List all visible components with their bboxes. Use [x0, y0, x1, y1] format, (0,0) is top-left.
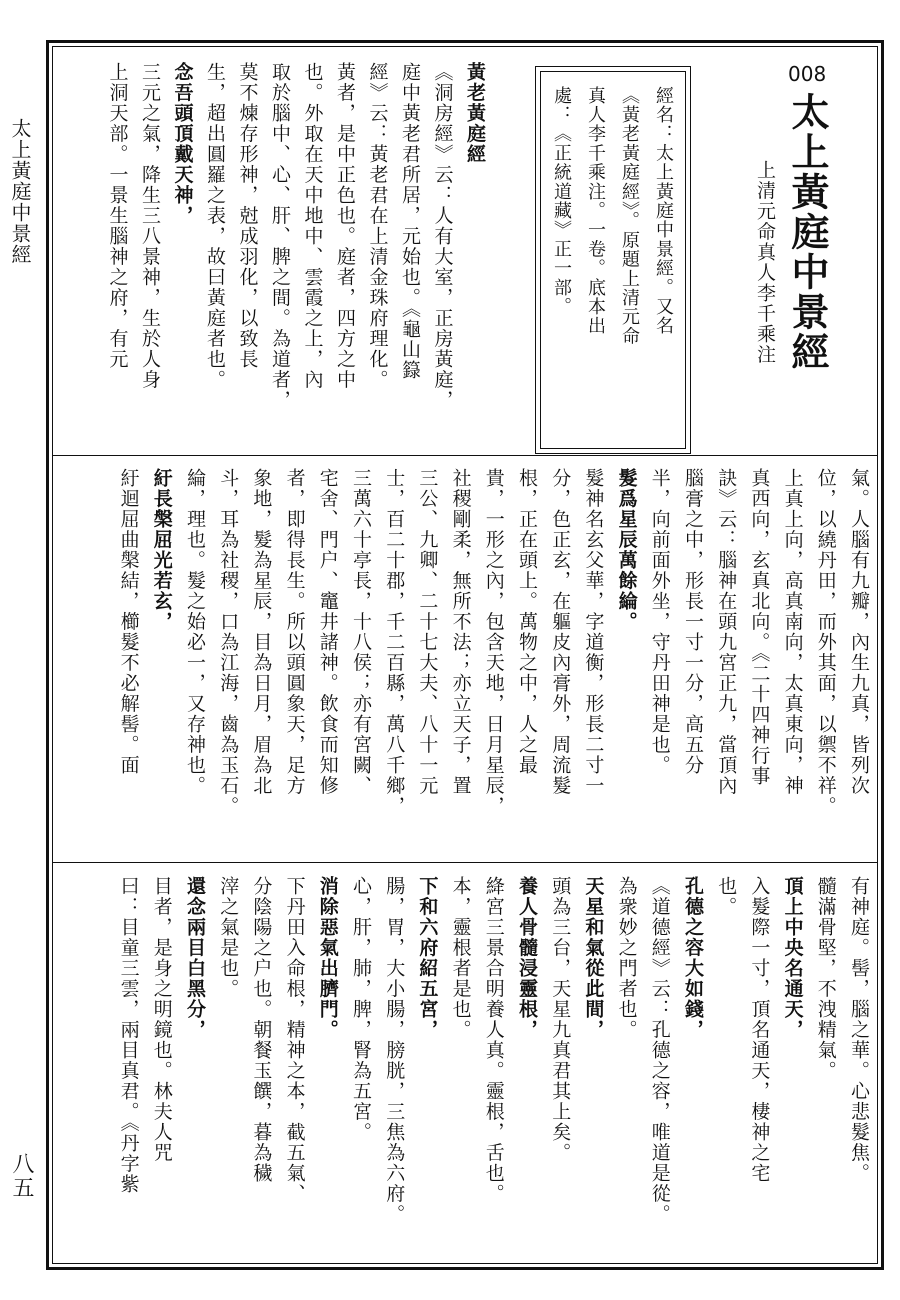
commentary-line: 根，正在頭上。萬物之中，人之最	[516, 468, 538, 776]
commentary-line: 經》云：黃老君在上清金珠府理化。	[366, 62, 389, 390]
commentary-line: 士，百二十郡，千二百縣，萬八千鄉，	[383, 468, 406, 817]
verse-line: 髮爲星辰萬餘綸。	[615, 468, 638, 632]
commentary-line: 綸，理也。髮之始必一，又存神也。	[184, 468, 206, 796]
commentary-line: 腦膏之中，形長一寸一分，高五分	[682, 468, 704, 776]
commentary-line: 取於腦中、心、肝、脾之間。為道者，	[269, 62, 291, 411]
commentary-line: 庭中黃老君所居，元始也。《龜山籙	[399, 62, 421, 381]
commentary-line: 真西向，玄真北向。《二十四神行事	[748, 468, 771, 787]
commentary-line: 貴，一形之內，包含天地，日月星辰，	[482, 468, 505, 817]
section-divider-1	[52, 455, 878, 456]
verse-line: 黃老黃庭經	[464, 62, 486, 165]
verse-line: 消除惡氣出臍門。	[316, 876, 339, 1040]
commentary-line: 上洞天部。一景生腦神之府，有元	[106, 62, 129, 370]
verse-line: 孔德之容大如錢，	[682, 876, 704, 1040]
commentary-line: 絳宮三景合明養人真。靈根，舌也。	[482, 876, 505, 1204]
entry-number: 008	[788, 62, 827, 86]
commentary-line: 紆迴屈曲槃結，櫛髮不必解髻。面	[117, 468, 140, 776]
commentary-line: 生，超出圓羅之表，故曰黃庭者也。	[204, 62, 226, 390]
verse-line: 頂上中央名通天，	[781, 876, 804, 1040]
margin-page-number: 八五	[9, 1152, 34, 1200]
commentary-line: 處：《正統道藏》正一部。	[551, 86, 572, 317]
commentary-line: 經名：太上黃庭中景經。又名	[653, 86, 674, 336]
commentary-line: 髓滿骨堅，不洩精氣。	[814, 876, 837, 1081]
commentary-line: 髮神名玄父華，字道衡，形長二寸一	[582, 468, 605, 796]
commentary-line: 氣。人腦有九瓣，內生九真，皆列次	[848, 468, 870, 796]
commentary-line: 社稷剛柔，無所不法；亦立天子，置	[449, 468, 472, 796]
commentary-line: 三公、九卿、二十七大夫、八十一元	[416, 468, 439, 796]
commentary-line: 《黃老黃庭經》。原題上清元命	[619, 86, 640, 346]
commentary-line: 滓之氣是也。	[217, 876, 240, 999]
commentary-line: 有神庭。髻，腦之華。心悲髮焦。	[848, 876, 870, 1184]
commentary-line: 三萬六十亭長，十八侯；亦有宮闕、	[350, 468, 372, 796]
commentary-line: 分陰陽之户也。朝餐玉饌，暮為穢	[250, 876, 273, 1184]
verse-line: 養人骨髓浸靈根，	[516, 876, 538, 1040]
commentary-line: 《道德經》云：孔德之容，唯道是從。	[648, 876, 671, 1225]
commentary-line: 上真上向，高真南向，太真東向，神	[781, 468, 804, 796]
margin-book-title: 太上黃庭中景經	[8, 118, 32, 265]
commentary-line: 下丹田入命根，精神之本，截五氣、	[283, 876, 306, 1204]
commentary-line: 三元之氣，降生三八景神，生於人身	[139, 62, 161, 390]
commentary-line: 半，向前面外坐，守丹田神是也。	[648, 468, 671, 776]
commentary-line: 頭為三台，天星九真君其上矣。	[549, 876, 572, 1163]
commentary-line: 者，即得長生。所以頭圓象天，足方	[283, 468, 306, 796]
commentary-line: 也。外取在天中地中、雲霞之上，內	[301, 62, 324, 390]
commentary-line: 《洞房經》云：人有大室，正房黃庭，	[431, 62, 454, 411]
commentary-line: 本，靈根者是也。	[449, 876, 472, 1040]
section-divider-2	[52, 862, 878, 863]
commentary-line: 莫不煉存形神，尅成羽化，以致長	[236, 62, 259, 370]
commentary-line: 分，色正玄，在軀皮內膏外，周流髮	[549, 468, 572, 796]
commentary-line: 真人李千乘注。一卷。底本出	[585, 86, 606, 336]
commentary-line: 斗，耳為社稷，口為江海，齒為玉石。	[217, 468, 240, 817]
commentary-line: 象地，髮為星辰，目為日月，眉為北	[250, 468, 273, 796]
commentary-line: 心，肝，肺，脾，腎為五宮。	[350, 876, 372, 1143]
author-line: 上清元命真人李千乘注	[754, 160, 776, 365]
scripture-title: 太上黃庭中景經	[785, 92, 829, 372]
commentary-line: 宅舍、門户、竈井諸神。飲食而知修	[316, 468, 339, 796]
verse-line: 下和六府紹五宮，	[416, 876, 439, 1040]
commentary-line: 也。	[715, 876, 738, 917]
commentary-line: 黃者，是中正色也。庭者，四方之中	[334, 62, 356, 390]
verse-line: 念吾頭頂戴天神，	[171, 62, 194, 226]
commentary-line: 位，以繞丹田，而外其面，以禦不祥。	[814, 468, 837, 817]
commentary-line: 為衆妙之門者也。	[615, 876, 638, 1040]
verse-line: 還念兩目白黑分，	[184, 876, 206, 1040]
commentary-line: 曰：目童三雲，兩目真君。《丹字紫	[117, 876, 140, 1195]
verse-line: 紆長槃屈光若玄，	[150, 468, 173, 632]
commentary-line: 目者，是身之明鏡也。林夫人咒	[150, 876, 173, 1163]
commentary-line: 腸，胃，大小腸，膀胱，三焦為六府。	[383, 876, 406, 1225]
verse-line: 天星和氣從此間，	[582, 876, 605, 1040]
commentary-line: 入髮際一寸，頂名通天，棲神之宅	[748, 876, 771, 1184]
commentary-line: 訣》云：腦神在頭九宮正九，當頂內	[715, 468, 738, 796]
